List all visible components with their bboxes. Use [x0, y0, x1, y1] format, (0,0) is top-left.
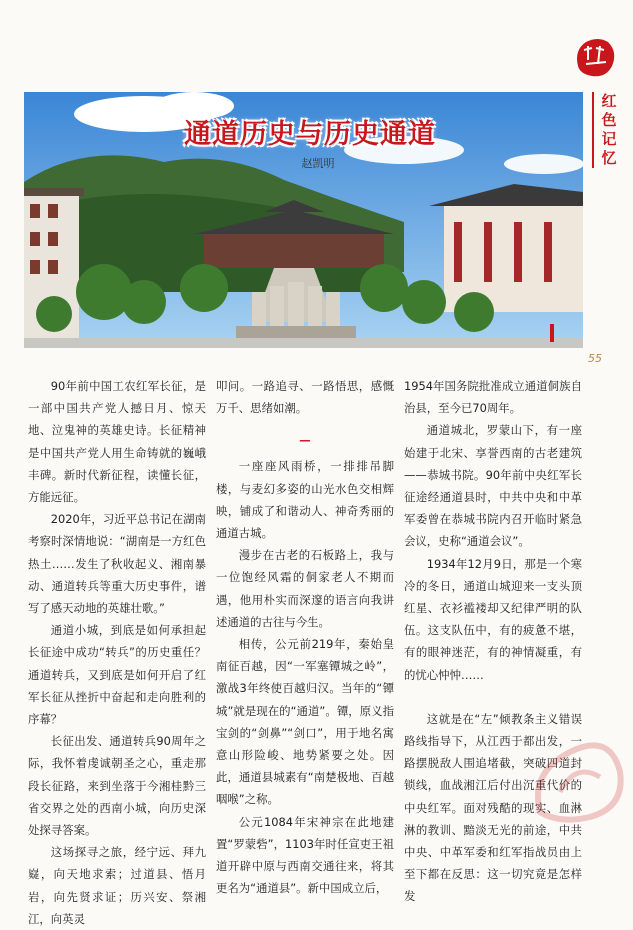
magazine-logo	[572, 36, 618, 80]
paragraph: 漫步在古老的石板路上，我与一位饱经风霜的侗家老人不期而遇，他用朴实而深邃的语言向我讲述通道的古往与今生。	[216, 548, 394, 629]
paragraph: 这就是在“左”倾教条主义错误路线指导下，从江西于都出发，一路摆脱敌人围追堵截，突破四道封锁线，血战湘江后付出沉重代价的中央红军。面对残酷的现实、血淋淋的教训、黯淡无光的前途，中共中央、中革军委和红军指战员由上至下都在反思：这一切究竟是怎样发	[404, 711, 582, 904]
paragraph: 1934年12月9日，那是一个寒冷的冬日，通道山城迎来一支头顶红星、衣衫褴褛却又纪律严明的队伍。这支队伍中，有的疲惫不堪，有的眼神迷茫，有的神情凝重，有的忧心忡忡……	[404, 556, 582, 682]
text-column-2	[216, 375, 394, 899]
paragraph: 2020年，习近平总书记在湖南考察时深情地说：“湖南是一方红色热土……发生了秋收起义、湘南暴动、通道转兵等重大历史事件，谱写了感天动地的英雄壮歌。”	[28, 512, 206, 616]
text-column-1	[28, 375, 206, 930]
article-body	[28, 375, 584, 926]
article-author: 赵凯明	[301, 157, 335, 170]
paragraph: 90年前中国工农红军长征，是一部中国共产党人撼日月、惊天地、泣鬼神的英雄史诗。长征精神是中国共产党人用生命铸就的巍峨丰碑。新时代新征程，读懂长征，方能远征。	[28, 379, 206, 505]
section-divider: —	[299, 433, 311, 448]
paragraph: 一座座风雨桥，一排排吊脚楼，与麦幻多姿的山光水色交相辉映，铺成了和谐动人、神奇秀丽的通道古城。	[216, 459, 394, 541]
paragraph: 相传，公元前219年，秦始皇南征百越，因“一军塞镡城之岭”，激战3年终使百越归汉。当年的“镡城”就是现在的“通道”。镡，原义指宝剑的“剑鼻”“剑口”，用于地名寓意山形险峻、地势紧要之处。因此，通道县城素有“南楚极地、百越咽喉”之称。	[216, 637, 394, 807]
section-label: 红 色 记 忆	[592, 92, 622, 168]
article-title: 通道历史与历史通道	[184, 119, 436, 150]
paragraph: 通道小城，到底是如何承担起长征途中成功“转兵”的历史重任？通道转兵，又到底是如何开启了红军长征从挫折中奋起和走向胜利的序幕？	[28, 623, 206, 727]
paragraph-spacer	[404, 686, 582, 708]
paragraph-continued: 1954年国务院批准成立通道侗族自治县，至今已70周年。	[404, 379, 582, 416]
paragraph: 长征出发、通道转兵90周年之际，我怀着虔诚朝圣之心，重走那段长征路，来到坐落于今湘桂黔三省交界之处的西南小城，向历史深处探寻答案。	[28, 734, 206, 838]
paragraph: 这场探寻之旅，经宁远、拜九嶷，向天地求索；过道县、悟月岩，向先贤求证；历兴安、祭湘江，向英灵	[28, 845, 206, 926]
paragraph-continued: 叩问。一路追寻、一路悟思，感慨万千、思绪如潮。	[216, 379, 394, 416]
paragraph: 通道城北，罗蒙山下，有一座始建于北宋、享誉西南的古老建筑——恭城书院。90年前中央红军长征途经通道县时，中共中央和中革军委曾在恭城书院内召开临时紧急会议，史称“通道会议”。	[404, 423, 582, 549]
page-number: 55	[588, 352, 602, 365]
decorative-watermark	[520, 722, 630, 832]
paragraph: 公元1084年宋神宗在此地建置“罗蒙砦”，1103年时任宣吏王祖道开辟中原与西南交通往来，将其更名为“通道县”。新中国成立后，	[216, 814, 394, 896]
